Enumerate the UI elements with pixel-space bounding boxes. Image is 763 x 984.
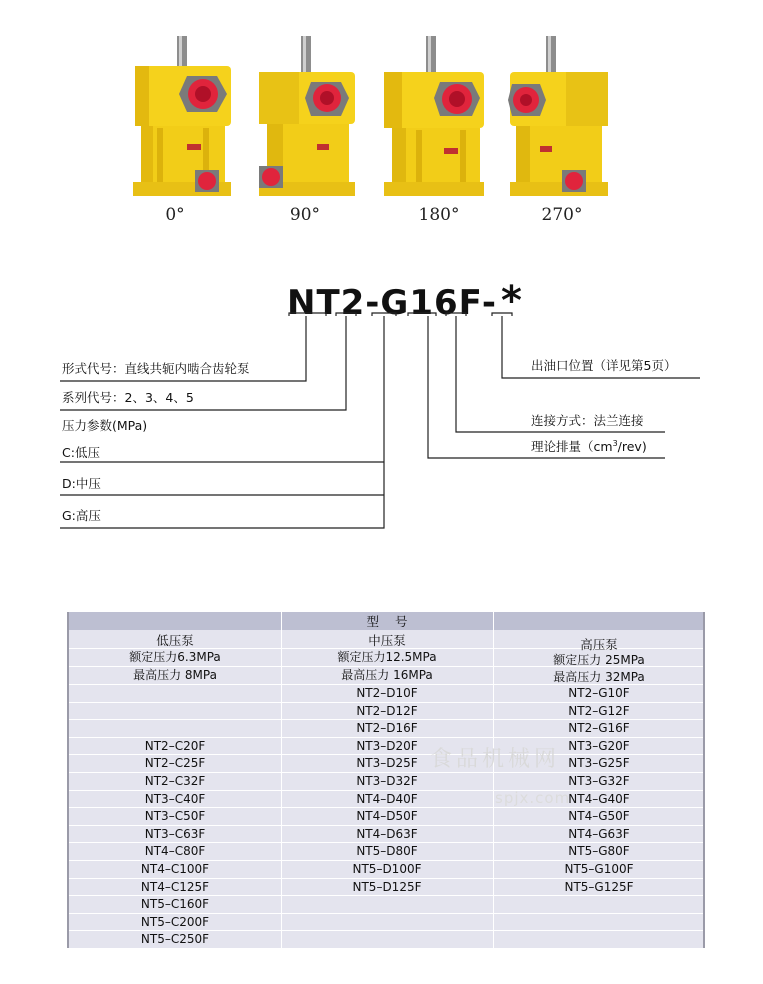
table-cell: NT2–C20F bbox=[144, 738, 206, 753]
table-cell: NT5–D125F bbox=[352, 879, 422, 894]
table-cell: NT2–C25F bbox=[144, 756, 206, 771]
table-cell: NT3–G32F bbox=[568, 774, 630, 788]
column-max-pressure: 最高压力 32MPa bbox=[553, 670, 645, 684]
table-cell: NT4–C125F bbox=[140, 879, 210, 894]
pump-angle-label: 180° bbox=[418, 205, 460, 225]
table-cell: NT4–D40F bbox=[356, 791, 418, 806]
label-pressure-d: D:中压 bbox=[62, 476, 101, 491]
label-pressure-g: G:高压 bbox=[62, 508, 101, 523]
table-cell: NT3–G20F bbox=[568, 738, 630, 753]
table-cell: NT2–G16F bbox=[568, 721, 630, 736]
table-cell: NT4–C100F bbox=[140, 862, 210, 876]
table-cell: NT4–D50F bbox=[356, 809, 418, 824]
table-cell: NT5–C250F bbox=[140, 932, 210, 947]
table-cell: NT3–C63F bbox=[144, 826, 206, 841]
table-cell: NT4–G40F bbox=[568, 791, 630, 806]
table-cell: NT5–C160F bbox=[140, 897, 210, 912]
table-cell: NT4–G50F bbox=[568, 809, 630, 824]
table-title: 型 号 bbox=[366, 614, 408, 629]
column-rated-pressure: 额定压力 25MPa bbox=[553, 653, 645, 667]
watermark-domain: spjx.com bbox=[495, 789, 571, 807]
label-displacement-suffix: /rev) bbox=[617, 439, 647, 454]
column-name: 中压泵 bbox=[368, 633, 406, 648]
table-cell: NT4–G63F bbox=[568, 826, 630, 841]
column-rated-pressure: 额定压力6.3MPa bbox=[129, 650, 221, 664]
table-cell: NT2–D10F bbox=[356, 686, 418, 700]
table-cell: NT3–G25F bbox=[568, 756, 630, 771]
table-cell: NT5–G125F bbox=[564, 879, 634, 894]
table-cell: NT3–D32F bbox=[356, 774, 418, 788]
table-cell: NT5–G80F bbox=[568, 844, 630, 859]
column-name: 高压泵 bbox=[580, 637, 618, 652]
table-cell: NT2–C32F bbox=[144, 774, 206, 788]
table-cell: NT2–D16F bbox=[356, 721, 418, 736]
label-pressure-param: 压力参数(MPa) bbox=[62, 418, 148, 433]
watermark-text: 食品机械网 bbox=[430, 747, 561, 772]
table-cell: NT3–D25F bbox=[356, 756, 418, 771]
label-pressure-c: C:低压 bbox=[62, 445, 100, 460]
model-code-main: NT2-G16F- bbox=[287, 283, 497, 323]
table-cell: NT5–C200F bbox=[140, 914, 210, 929]
label-displacement-prefix: 理论排量（cm bbox=[531, 439, 613, 454]
column-max-pressure: 最高压力 16MPa bbox=[341, 668, 433, 682]
column-max-pressure: 最高压力 8MPa bbox=[133, 668, 217, 682]
label-outlet-position: 出油口位置（详见第5页） bbox=[531, 358, 677, 373]
table-cell: NT4–D63F bbox=[356, 826, 418, 841]
table-cell: NT5–G100F bbox=[564, 862, 634, 876]
label-displacement-sup: 3 bbox=[612, 438, 618, 448]
table-cell: NT3–C50F bbox=[144, 809, 206, 824]
pump-angle-label: 0° bbox=[165, 205, 185, 225]
pump-angle-label: 270° bbox=[541, 205, 583, 225]
label-form-code: 形式代号：直线共轭内啮合齿轮泵 bbox=[62, 361, 250, 376]
table-cell: NT5–D80F bbox=[356, 844, 418, 859]
column-rated-pressure: 额定压力12.5MPa bbox=[337, 650, 437, 664]
table-cell: NT3–C40F bbox=[144, 791, 206, 806]
column-name: 低压泵 bbox=[156, 633, 194, 648]
label-connection: 连接方式：法兰连接 bbox=[531, 413, 644, 428]
model-table bbox=[67, 612, 705, 948]
table-cell: NT4–C80F bbox=[144, 844, 206, 859]
table-cell: NT5–D100F bbox=[352, 862, 422, 876]
label-displacement bbox=[531, 437, 647, 455]
label-series-code: 系列代号：2、3、4、5 bbox=[62, 390, 194, 405]
pump-angle-label: 90° bbox=[289, 205, 321, 225]
table-cell: NT2–G10F bbox=[568, 686, 630, 700]
table-cell: NT3–D20F bbox=[356, 738, 418, 753]
table-cell: NT2–D12F bbox=[356, 703, 418, 718]
model-code-star: * bbox=[500, 278, 523, 324]
table-cell: NT2–G12F bbox=[568, 703, 630, 718]
